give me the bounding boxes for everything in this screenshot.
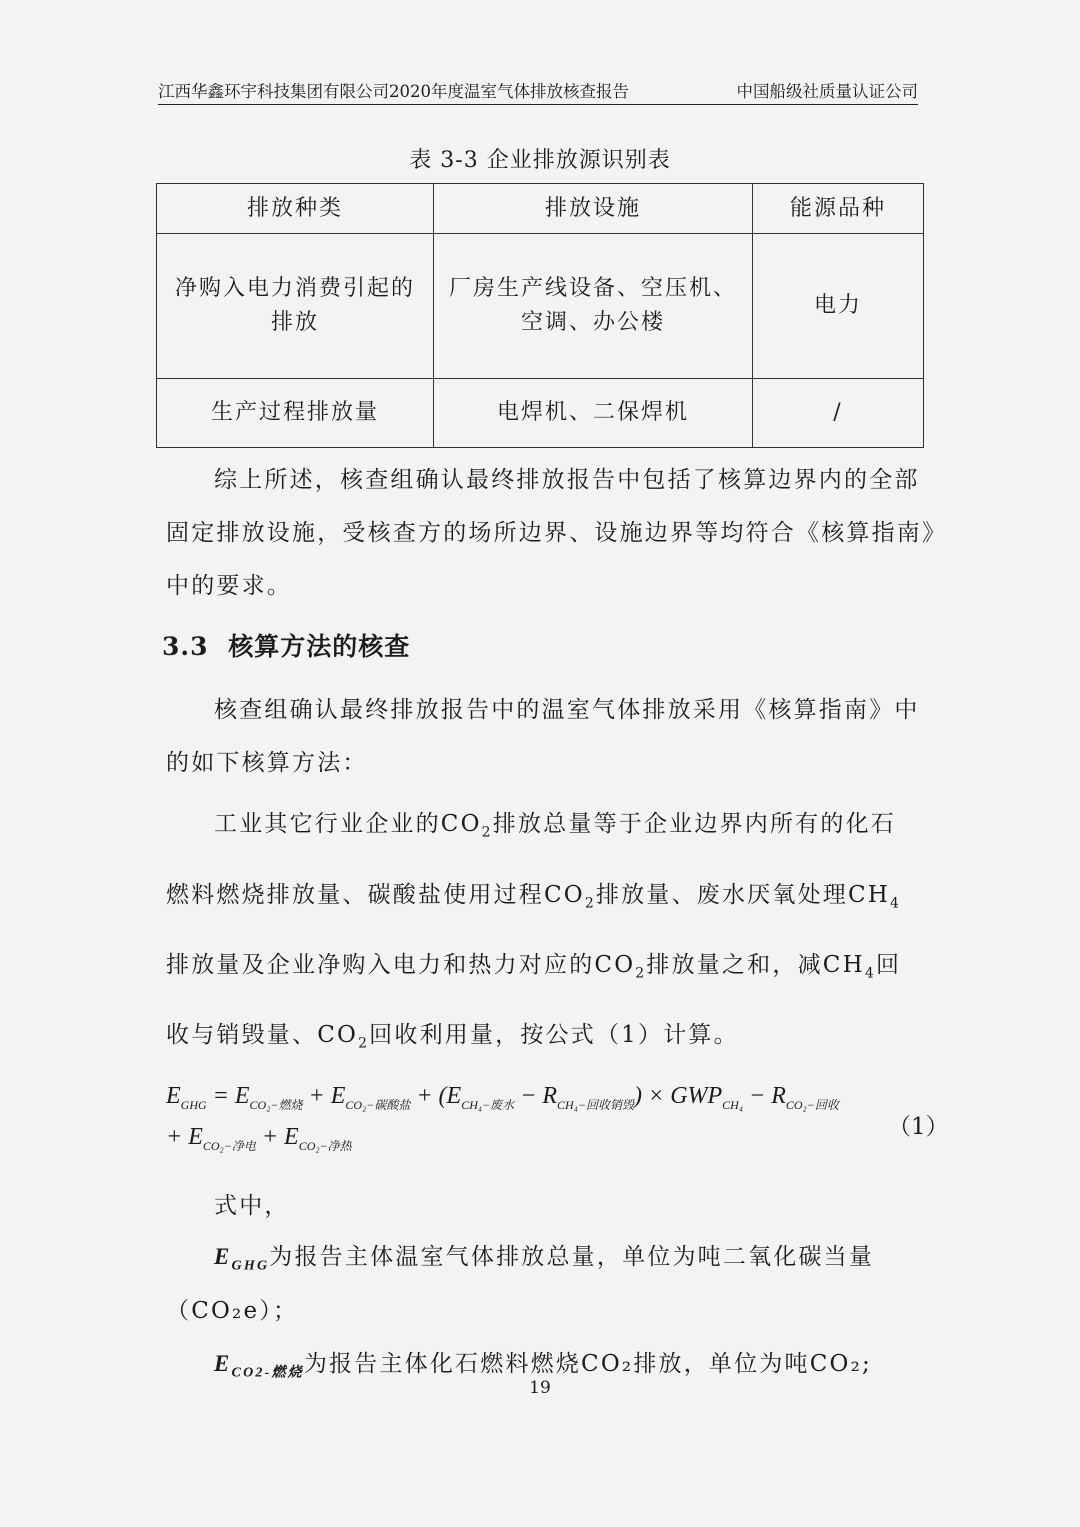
- cell-line: 排放: [270, 310, 319, 335]
- cell-type: [157, 234, 434, 379]
- table-row: [157, 234, 924, 379]
- emission-source-table: [156, 183, 924, 448]
- cell-facility: [434, 234, 753, 379]
- paragraph-line: 核查组确认最终排放报告中的温室气体排放采用《核算指南》中: [214, 697, 920, 723]
- symbol: $E_{GHG}$: [214, 1244, 270, 1274]
- cell-line: 厂房生产线设备、空压机、: [448, 276, 737, 301]
- subscript: 4: [890, 895, 902, 912]
- subscript: 2: [358, 1035, 370, 1052]
- text-run: 工业其它行业企业的CO: [214, 811, 482, 837]
- cell-energy: /: [753, 379, 924, 448]
- subscript: 2: [584, 895, 596, 912]
- text-run: 排放量、废水厌氧处理CH: [595, 882, 891, 908]
- text-run: 排放量之和，减CH: [646, 952, 865, 978]
- paragraph-line: [166, 1016, 920, 1052]
- cell-line: 净购入电力消费引起的: [174, 276, 415, 301]
- definition-text: 为报告主体化石燃料燃烧CO₂排放，单位为吨CO₂;: [303, 1351, 872, 1377]
- subscript: 2: [635, 965, 647, 982]
- text-run: 燃料燃烧排放量、碳酸盐使用过程CO: [166, 882, 585, 908]
- header-company: 中国船级社质量认证公司: [736, 82, 918, 101]
- paragraph-line: [214, 805, 920, 841]
- section-number: 3.3: [162, 632, 209, 661]
- paragraph-line: 的如下核算方法：: [166, 750, 368, 776]
- where-label: 式中，: [214, 1193, 290, 1219]
- symbol: $E_{CO2-燃烧}$: [214, 1351, 304, 1381]
- page-header: [158, 78, 918, 102]
- paragraph-line: 固定排放设施，受核查方的场所边界、设施边界等均符合《核算指南》: [166, 520, 948, 546]
- section-heading: [162, 627, 410, 663]
- table-caption: 表 3-3 企业排放源识别表: [409, 148, 671, 173]
- header-report-title: 江西华鑫环宇科技集团有限公司2020年度温室气体排放核查报告: [158, 82, 629, 101]
- text-run: 回收利用量，按公式（1）计算。: [369, 1022, 739, 1048]
- text-run: 排放总量等于企业边界内所有的化石: [492, 811, 896, 837]
- paragraph-line: 中的要求。: [166, 573, 292, 599]
- header-rule: [158, 104, 918, 105]
- definition-text: 为报告主体温室气体排放总量，单位为吨二氧化碳当量: [269, 1244, 875, 1270]
- cell-line: 空调、办公楼: [520, 310, 665, 335]
- text-run: 排放量及企业净购入电力和热力对应的CO: [166, 952, 636, 978]
- col-header-energy: 能源品种: [753, 184, 924, 234]
- definition-line: [214, 1345, 920, 1382]
- definition-line: （CO₂e）；: [166, 1298, 299, 1324]
- subscript: 2: [481, 824, 493, 841]
- paragraph-line: [166, 946, 920, 982]
- section-title: 核算方法的核查: [228, 632, 411, 661]
- page-number: 19: [529, 1378, 551, 1398]
- equation-number: （1）: [888, 1114, 949, 1140]
- col-header-type: 排放种类: [157, 184, 434, 234]
- cell-facility: 电焊机、二保焊机: [434, 379, 753, 448]
- cell-type: 生产过程排放量: [157, 379, 434, 448]
- col-header-facility: 排放设施: [434, 184, 753, 234]
- paragraph-line: 综上所述，核查组确认最终排放报告中包括了核算边界内的全部: [214, 467, 920, 493]
- definition-line: [214, 1238, 920, 1275]
- paragraph-line: [166, 876, 920, 912]
- text-run: 回: [875, 952, 902, 978]
- text-run: 收与销毁量、CO: [166, 1022, 359, 1048]
- table-row: [157, 379, 924, 448]
- equation-line-1: $E_{GHG} = E_{CO_2-燃烧} + E_{CO_2-碳酸盐} + (E_{CH_4-废水} - R_{CH_4-回收销毁}) \times GWP_{CH_4} - R_{CO_2-回收}$: [166, 1083, 839, 1112]
- equation-line-2: + $E_{CO_2-净电} + E_{CO_2-净热}$: [166, 1124, 352, 1153]
- subscript: 4: [864, 965, 876, 982]
- table-header-row: [157, 184, 924, 234]
- cell-energy: 电力: [753, 234, 924, 379]
